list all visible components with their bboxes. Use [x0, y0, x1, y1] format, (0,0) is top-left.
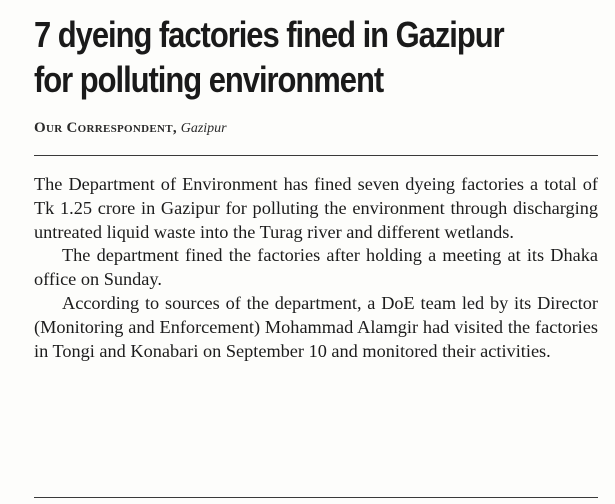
article-paragraph-3: According to sources of the department, a DoE team led by its Director (Monitoring and Enforcement) Mohammad Alamgir had visited the factories in Tongi and Konabari on September 10 and monitored their activities.: [34, 292, 598, 361]
top-divider: [34, 155, 598, 156]
article-paragraph-2: The department fined the factories after holding a meeting at its Dhaka office on Sunday.: [34, 245, 598, 290]
byline-location: Gazipur: [180, 121, 227, 136]
byline: [34, 119, 227, 138]
bottom-divider: [34, 497, 598, 498]
article-body: [34, 173, 598, 363]
headline-line-1: 7 dyeing factories fined in Gazipur: [34, 14, 504, 55]
article-paragraph-1: The Department of Environment has fined seven dyeing factories a total of Tk 1.25 crore in Gazipur for polluting the environment through discharging untreated liquid waste into the Turag river and different wetlands.: [34, 174, 598, 242]
headline: [34, 12, 529, 102]
headline-line-2: for polluting environment: [34, 59, 384, 100]
byline-author: Our Correspondent,: [34, 120, 177, 136]
